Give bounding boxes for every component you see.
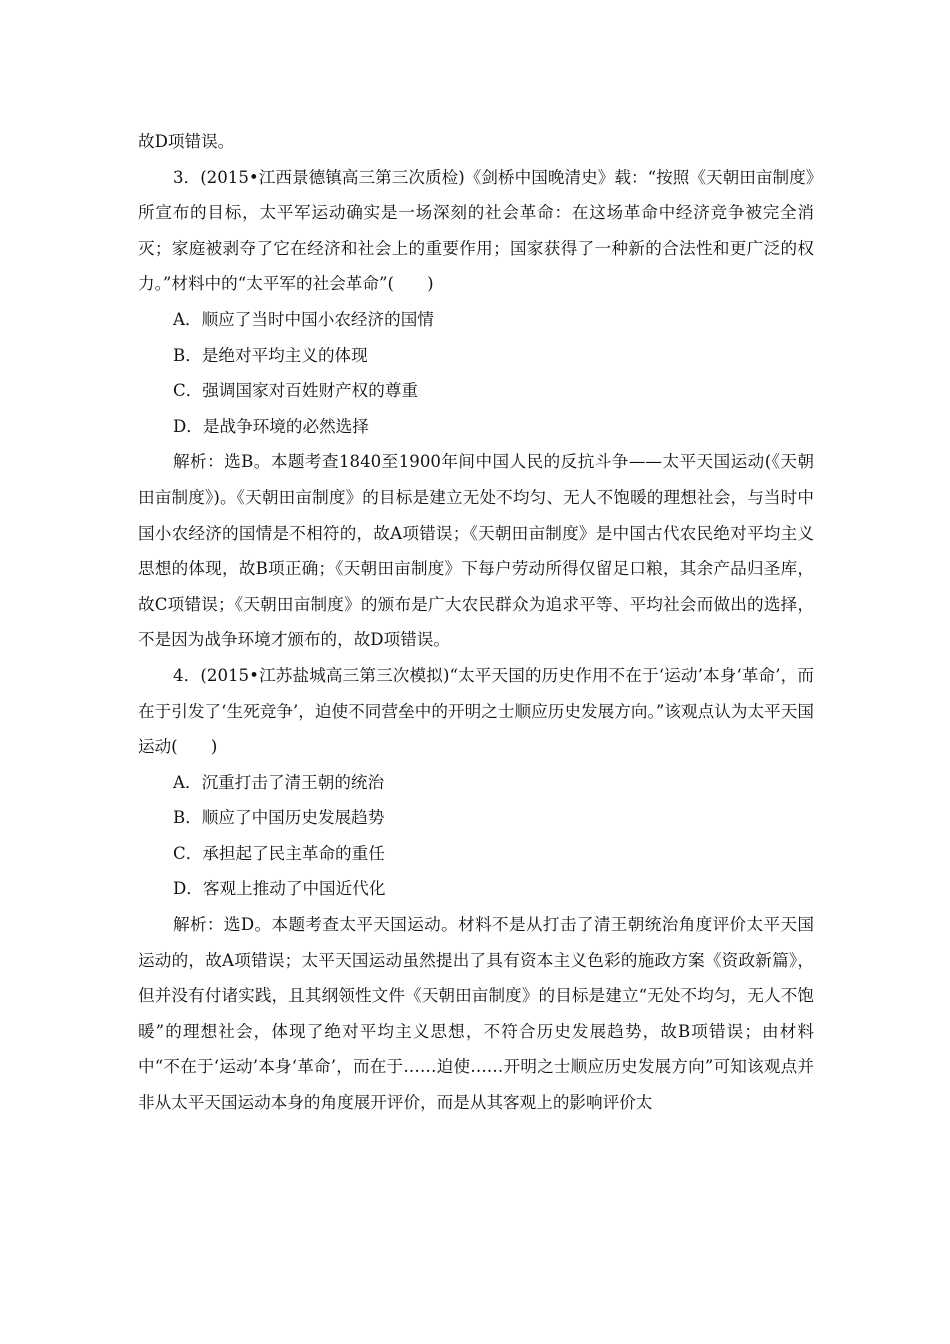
question-3-option-c: C．强调国家对百姓财产权的尊重 [173,381,419,401]
document-body [138,124,814,1121]
question-4-analysis: 解析：选D。本题考查太平天国运动。材料不是从打击了清王朝统治角度评价太平天国运动的，故A项错误；太平天国运动虽然提出了具有资本主义色彩的施政方案《资政新篇》，但并没有付诸实践，且其纲领性文件《天朝田亩制度》的目标是建立“无处不均匀，无人不饱暖”的理想社会，体现了绝对平均主义思想，不符合历史发展趋势，故B项错误；由材料中“不在于‘运动’本身‘革命’，而在于……迫使……开明之士顺应历史发展方向”可知该观点并非从太平天国运动本身的角度展开评价，而是从其客观上的影响评价太 [138,915,814,1113]
question-3-option-d: D．是战争环境的必然选择 [173,416,369,436]
question-3-option-a: A．顺应了当时中国小农经济的国情 [173,309,434,329]
question-4-option-b: B．顺应了中国历史发展趋势 [173,808,385,828]
question-4-option-a: A．沉重打击了清王朝的统治 [173,772,385,792]
question-4-option-c: C．承担起了民主革命的重任 [173,843,385,863]
question-3-stem: 3．(2015•江西景德镇高三第三次质检)《剑桥中国晚清史》载：“按照《天朝田亩制度》所宣布的目标，太平军运动确实是一场深刻的社会革命：在这场革命中经济竞争被完全消灭；家庭被剥夺了它在经济和社会上的重要作用；国家获得了一种新的合法性和更广泛的权力。”材料中的“太平军的社会革命”( ) [138,167,814,294]
question-3-analysis: 解析：选B。本题考查1840至1900年间中国人民的反抗斗争——太平天国运动(《天朝田亩制度》)。《天朝田亩制度》的目标是建立无处不均匀、无人不饱暖的理想社会，与当时中国小农经济的国情是不相符的，故A项错误；《天朝田亩制度》是中国古代农民绝对平均主义思想的体现，故B项正确；《天朝田亩制度》下每户劳动所得仅留足口粮，其余产品归圣库，故C项错误；《天朝田亩制度》的颁布是广大农民群众为追求平等、平均社会而做出的选择，不是因为战争环境才颁布的，故D项错误。 [138,452,814,650]
question-4-stem: 4．(2015•江苏盐城高三第三次模拟)“太平天国的历史作用不在于‘运动’本身‘革命’，而在于引发了‘生死竞争’，迫使不同营垒中的开明之士顺应历史发展方向。”该观点认为太平天国运动( ) [138,665,814,757]
answer-fragment-continued: 故D项错误。 [138,132,235,151]
question-3-option-b: B．是绝对平均主义的体现 [173,345,368,365]
question-4-option-d: D．客观上推动了中国近代化 [173,879,386,899]
